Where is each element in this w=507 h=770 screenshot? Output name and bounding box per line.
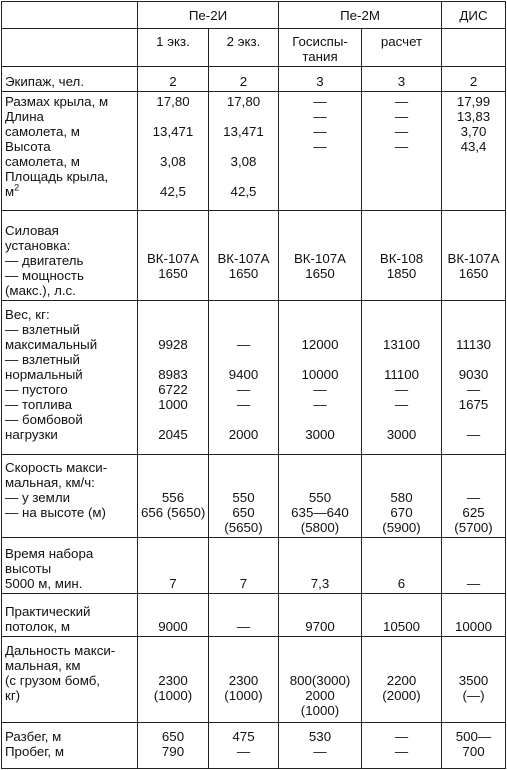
range-c4-bomb: (2000) <box>382 688 421 703</box>
climb-label-2: высоты <box>5 561 52 576</box>
dims-c2-height: 3,08 <box>230 154 257 169</box>
dims-c5 <box>442 92 506 211</box>
ceiling-c5: 10000 <box>442 594 506 637</box>
run-c2 <box>209 723 279 769</box>
range-label-4: кг) <box>5 688 21 703</box>
hp-c1: 1650 <box>158 266 188 281</box>
range-c5-bomb: (—) <box>462 688 485 703</box>
weight-c2-fuel: — <box>236 397 251 412</box>
weight-c1 <box>138 301 209 455</box>
weight-c5-max: 11130 <box>456 337 492 352</box>
dims-c2-span: 17,80 <box>226 94 261 109</box>
speed-c1-ground: 556 <box>161 490 185 505</box>
row-powerplant <box>2 211 506 301</box>
speed-c3-alt: 635—640 <box>291 505 349 520</box>
climb-label-3: 5000 м, мин. <box>5 576 83 591</box>
speed-c4-alt: 670 <box>390 505 413 520</box>
weight-c4-max: 13100 <box>383 337 420 352</box>
weight-label-8: — бомбовой <box>5 412 83 427</box>
sub-state-tests <box>279 29 362 67</box>
run-c4-landing: — <box>394 744 409 759</box>
range-c4 <box>362 637 442 723</box>
dims-c1-height: 3,08 <box>160 154 186 169</box>
header-row-groups <box>2 2 506 29</box>
sub-ex1: 1 экз. <box>138 29 209 67</box>
range-c1-bomb: (1000) <box>153 688 193 703</box>
power-c2 <box>209 211 279 301</box>
row-dimensions <box>2 92 506 211</box>
crew-c1: 2 <box>138 67 209 92</box>
run-c1 <box>138 723 209 769</box>
weight-c3-empty: — <box>313 382 327 397</box>
dims-label-sup: 2 <box>14 182 20 193</box>
dims-c1-length: 13,471 <box>152 124 194 139</box>
header-pe2i: Пе-2И <box>138 2 279 29</box>
engine-c4: ВК-108 <box>379 251 424 266</box>
dims-c4-1: — <box>394 94 409 109</box>
speed-c2-altm: (5650) <box>224 520 263 535</box>
climb-c3: 7,3 <box>279 538 362 594</box>
range-c5 <box>442 637 506 723</box>
dims-c1 <box>138 92 209 211</box>
ceiling-c3: 9700 <box>279 594 362 637</box>
range-label-3: (с грузом бомб, <box>5 673 101 688</box>
weight-c3-bomb: 3000 <box>305 427 335 442</box>
weight-c5-empty: — <box>466 382 481 397</box>
run-c5-takeoff: 500— <box>455 729 492 744</box>
speed-label-1: Скорость макси- <box>5 460 108 475</box>
power-c5 <box>442 211 506 301</box>
crew-c5: 2 <box>442 67 506 92</box>
speed-c3 <box>279 455 362 538</box>
dims-label-7-text: м <box>5 184 15 199</box>
dims-c4-2: — <box>394 109 409 124</box>
weight-label-9: нагрузки <box>5 427 58 442</box>
range-c2-km: 2300 <box>228 673 259 688</box>
run-c3 <box>279 723 362 769</box>
crew-c3: 3 <box>279 67 362 92</box>
run-c1-takeoff: 650 <box>161 729 185 744</box>
run-c1-landing: 790 <box>161 744 185 759</box>
speed-c3-altm: (5800) <box>300 520 340 535</box>
ceiling-c1: 9000 <box>138 594 209 637</box>
dims-c5-1: 17,99 <box>456 94 491 109</box>
row-range <box>2 637 506 723</box>
row-ceiling <box>2 594 506 637</box>
run-c4 <box>362 723 442 769</box>
sub-state-tests-l2: тания <box>302 49 338 64</box>
power-label-3: — двигатель <box>5 253 84 268</box>
dims-c3-4: — <box>313 139 327 154</box>
climb-c2: 7 <box>209 538 279 594</box>
row-crew <box>2 67 506 92</box>
dims-c2 <box>209 92 279 211</box>
weight-label-7: — топлива <box>5 397 73 412</box>
speed-label <box>2 455 138 538</box>
weight-c5-norm: 9030 <box>458 367 489 382</box>
speed-c5-ground: — <box>466 490 481 505</box>
range-c4-km: 2200 <box>386 673 417 688</box>
speed-c5-alt: 625 <box>462 505 485 520</box>
range-c2 <box>209 637 279 723</box>
climb-label <box>2 538 138 594</box>
weight-label-1: Вес, кг: <box>5 307 50 322</box>
dims-label-3: самолета, м <box>5 124 80 139</box>
range-c2-bomb: (1000) <box>224 688 263 703</box>
speed-label-4: — на высоте (м) <box>5 505 106 520</box>
weight-c4-bomb: 3000 <box>386 427 417 442</box>
range-c3-c: (1000) <box>300 703 340 718</box>
speed-c5-altm: (5700) <box>454 520 493 535</box>
climb-c5: — <box>442 538 506 594</box>
header-dis: ДИС <box>442 2 506 29</box>
weight-c2-bomb: 2000 <box>228 427 259 442</box>
row-weights <box>2 301 506 455</box>
weight-label-5: нормальный <box>5 367 83 382</box>
weight-c1-fuel: 1000 <box>158 397 188 412</box>
speed-c4-altm: (5900) <box>382 520 421 535</box>
run-c3-landing: — <box>313 744 327 759</box>
engine-c3: ВК-107А <box>293 251 347 266</box>
dims-c1-span: 17,80 <box>156 94 190 109</box>
weight-c2-empty: — <box>236 382 251 397</box>
ceiling-label-2: потолок, м <box>5 619 70 634</box>
weight-c5 <box>442 301 506 455</box>
dims-c1-area: 42,5 <box>160 184 186 199</box>
speed-c2-ground: 550 <box>232 490 255 505</box>
speed-c4-ground: 580 <box>390 490 413 505</box>
weight-c5-fuel: 1675 <box>458 397 489 412</box>
range-label-1: Дальность макси- <box>5 643 116 658</box>
weight-label-4: — взлетный <box>5 352 80 367</box>
dims-label <box>2 92 138 211</box>
ceiling-c4: 10500 <box>362 594 442 637</box>
run-c2-landing: — <box>236 744 251 759</box>
dims-label-5: самолета, м <box>5 154 80 169</box>
weight-c1-norm: 8983 <box>158 367 188 382</box>
weight-c5-bomb: — <box>466 427 481 442</box>
dims-c2-length: 13,471 <box>223 124 264 139</box>
run-label-2: Пробег, м <box>5 744 64 759</box>
weight-c4-empty: — <box>394 382 409 397</box>
hp-c2: 1650 <box>228 266 259 281</box>
dims-label-1: Размах крыла, м <box>5 94 109 109</box>
weight-c2-max: — <box>236 337 251 352</box>
dims-c3 <box>279 92 362 211</box>
power-label-1: Силовая <box>5 223 59 238</box>
range-c3 <box>279 637 362 723</box>
sub-calc: расчет <box>362 29 442 67</box>
dims-c5-3: 3,70 <box>460 124 487 139</box>
aircraft-specs-table <box>1 1 506 769</box>
power-label <box>2 211 138 301</box>
run-label-1: Разбег, м <box>5 729 62 744</box>
weight-label <box>2 301 138 455</box>
climb-label-1: Время набора <box>5 546 94 561</box>
dims-c4-3: — <box>394 124 409 139</box>
weight-c3-max: 12000 <box>301 337 339 352</box>
dims-c4-4: — <box>394 139 409 154</box>
header-corner <box>2 2 138 29</box>
weight-c1-max: 9928 <box>158 337 188 352</box>
engine-c2: ВК-107А <box>217 251 270 266</box>
sub-ex2: 2 экз. <box>209 29 279 67</box>
speed-c2-alt: 650 <box>232 505 255 520</box>
dims-c4 <box>362 92 442 211</box>
weight-label-3: максимальный <box>5 337 98 352</box>
speed-c1 <box>138 455 209 538</box>
range-label <box>2 637 138 723</box>
speed-c3-ground: 550 <box>308 490 332 505</box>
ceiling-label-1: Практический <box>5 604 91 619</box>
dims-c3-1: — <box>313 94 327 109</box>
weight-c3-norm: 10000 <box>301 367 339 382</box>
weight-c2 <box>209 301 279 455</box>
sub-empty <box>442 29 506 67</box>
run-c5-landing: 700 <box>462 744 485 759</box>
speed-label-3: — у земли <box>5 490 71 505</box>
speed-c1-alt: 656 (5650) <box>141 505 206 520</box>
weight-c1-empty: 6722 <box>158 382 188 397</box>
dims-c3-3: — <box>313 124 327 139</box>
climb-c4: 6 <box>362 538 442 594</box>
range-c1-km: 2300 <box>158 673 188 688</box>
dims-label-4: Высота <box>5 139 51 154</box>
weight-c4 <box>362 301 442 455</box>
header-pe2m: Пе-2М <box>279 2 442 29</box>
run-label <box>2 723 138 769</box>
power-label-2: установка: <box>5 238 71 253</box>
dims-c2-area: 42,5 <box>230 184 257 199</box>
weight-c3 <box>279 301 362 455</box>
weight-c3-fuel: — <box>313 397 327 412</box>
crew-label: Экипаж, чел. <box>2 67 138 92</box>
dims-label-2: Длина <box>5 109 44 124</box>
weight-c4-fuel: — <box>394 397 409 412</box>
weight-c1-bomb: 2045 <box>158 427 188 442</box>
header-corner-2 <box>2 29 138 67</box>
power-label-5: (макс.), л.с. <box>5 283 76 298</box>
speed-label-2: мальная, км/ч: <box>5 475 95 490</box>
row-climb <box>2 538 506 594</box>
header-row-subs <box>2 29 506 67</box>
power-c4 <box>362 211 442 301</box>
climb-c1: 7 <box>138 538 209 594</box>
hp-c4: 1850 <box>386 266 417 281</box>
run-c2-takeoff: 475 <box>232 729 255 744</box>
range-c3-b: 2000 <box>305 688 335 703</box>
hp-c3: 1650 <box>305 266 335 281</box>
dims-c5-2: 13,83 <box>456 109 491 124</box>
speed-c4 <box>362 455 442 538</box>
run-c4-takeoff: — <box>394 729 409 744</box>
engine-c1: ВК-107А <box>146 251 200 266</box>
ceiling-c2: — <box>209 594 279 637</box>
speed-c2 <box>209 455 279 538</box>
range-label-2: мальная, км <box>5 658 81 673</box>
hp-c5: 1650 <box>458 266 489 281</box>
sub-state-tests-l1: Госиспы- <box>292 34 348 49</box>
weight-label-2: — взлетный <box>5 322 80 337</box>
crew-c4: 3 <box>362 67 442 92</box>
range-c1 <box>138 637 209 723</box>
dims-c3-2: — <box>313 109 327 124</box>
power-label-4: — мощность <box>5 268 84 283</box>
weight-label-6: — пустого <box>5 382 68 397</box>
speed-c5 <box>442 455 506 538</box>
weight-c4-norm: 11100 <box>384 367 420 382</box>
run-c5 <box>442 723 506 769</box>
dims-label-6: Площадь крыла, <box>5 169 109 184</box>
dims-label-7 <box>5 184 134 199</box>
power-c3 <box>279 211 362 301</box>
ceiling-label <box>2 594 138 637</box>
power-c1 <box>138 211 209 301</box>
engine-c5: ВК-107А <box>447 251 500 266</box>
row-speed <box>2 455 506 538</box>
row-run <box>2 723 506 769</box>
weight-c2-norm: 9400 <box>228 367 259 382</box>
run-c3-takeoff: 530 <box>308 729 332 744</box>
range-c3-a: 800(3000) <box>289 673 351 688</box>
crew-c2: 2 <box>209 67 279 92</box>
dims-c5-4: 43,4 <box>460 139 487 154</box>
range-c5-km: 3500 <box>458 673 489 688</box>
